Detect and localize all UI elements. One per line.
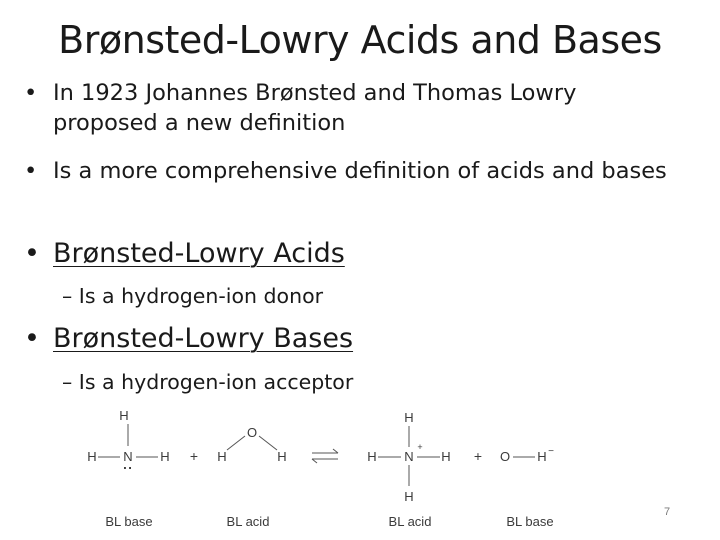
sub-bullet-bases bbox=[62, 369, 353, 395]
sub-bullet-text: Is a hydrogen-ion acceptor bbox=[78, 370, 354, 394]
bullet-marker: • bbox=[24, 158, 38, 184]
atom-h: H bbox=[160, 449, 170, 464]
water-molecule bbox=[217, 425, 286, 464]
section-heading-text: Brønsted-Lowry Acids bbox=[53, 238, 345, 269]
sub-bullet-text: Is a hydrogen-ion donor bbox=[78, 284, 324, 308]
atom-h: H bbox=[217, 449, 227, 464]
section-heading-acids bbox=[24, 238, 684, 270]
lone-pair: : bbox=[121, 465, 137, 471]
atom-o: O bbox=[499, 449, 511, 464]
role-label: BL acid bbox=[388, 514, 432, 529]
dash-marker: – bbox=[62, 370, 73, 394]
atom-o: O bbox=[246, 425, 258, 440]
sub-bullet-acids bbox=[62, 283, 323, 309]
plus-sign: + bbox=[189, 448, 199, 464]
bullet-text: In 1923 Johannes Brønsted and Thomas Lowry proposed a new definition bbox=[53, 80, 577, 136]
bullet-item-2 bbox=[24, 156, 684, 186]
page-number: 7 bbox=[664, 506, 671, 518]
atom-h: H bbox=[404, 410, 414, 425]
ammonium-ion bbox=[367, 410, 450, 504]
atom-h: H bbox=[119, 408, 129, 423]
bullet-marker: • bbox=[24, 323, 40, 354]
plus-sign: + bbox=[473, 448, 483, 464]
slide-title: Brønsted-Lowry Acids and Bases bbox=[58, 18, 662, 62]
atom-h: H bbox=[404, 489, 414, 504]
atom-h: H bbox=[367, 449, 377, 464]
reaction-figure bbox=[28, 402, 624, 540]
section-heading-bases bbox=[24, 323, 684, 355]
atom-n: N bbox=[404, 449, 414, 464]
section-heading-text: Brønsted-Lowry Bases bbox=[53, 323, 354, 354]
equilibrium-arrow-icon bbox=[312, 449, 338, 463]
bullet-marker: • bbox=[24, 238, 40, 269]
bullet-item-1 bbox=[24, 78, 684, 138]
atom-h: H bbox=[277, 449, 287, 464]
role-label: BL base bbox=[105, 514, 153, 529]
atom-h: H bbox=[441, 449, 451, 464]
bond-line bbox=[227, 436, 245, 450]
dash-marker: – bbox=[62, 284, 73, 308]
atom-h: H bbox=[87, 449, 97, 464]
bond-line bbox=[259, 436, 277, 450]
ammonia-molecule bbox=[87, 408, 169, 470]
hydroxide-ion bbox=[500, 446, 554, 464]
role-label: BL acid bbox=[226, 514, 270, 529]
charge-minus: − bbox=[548, 446, 554, 457]
bullet-marker: • bbox=[24, 80, 38, 106]
bullet-text: Is a more comprehensive definition of acids and bases bbox=[53, 158, 667, 184]
atom-h: H bbox=[537, 449, 547, 464]
charge-plus: + bbox=[417, 442, 423, 452]
atom-n: N bbox=[123, 449, 133, 464]
role-label: BL base bbox=[506, 514, 554, 529]
